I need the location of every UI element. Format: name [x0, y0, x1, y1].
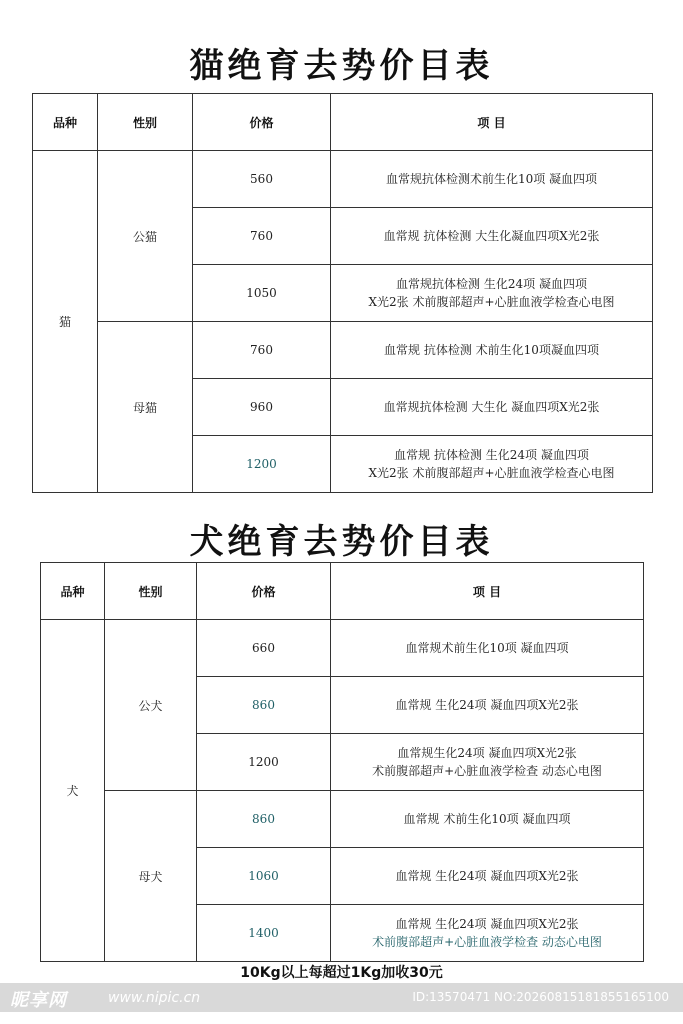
item-line: 血常规 生化24项 凝血四项X光2张 — [395, 869, 579, 883]
items-cell — [331, 208, 653, 265]
table-row — [33, 322, 653, 379]
watermark-id: ID:13570471 NO:20260815181855165100 — [412, 990, 669, 1004]
price-cell: 1060 — [197, 848, 331, 905]
items-cell — [331, 905, 644, 962]
items-cell — [331, 677, 644, 734]
item-line: 术前腹部超声+心脏血液学检查 动态心电图 — [372, 935, 602, 949]
items-cell — [331, 265, 653, 322]
item-line: 血常规抗体检测术前生化10项 凝血四项 — [385, 172, 598, 186]
price-cell: 960 — [193, 379, 331, 436]
header-items: 项 目 — [331, 563, 644, 620]
gender-cell: 母犬 — [105, 791, 197, 962]
item-line: 血常规 抗体检测 术前生化10项凝血四项 — [384, 343, 599, 357]
table-row — [41, 620, 644, 677]
watermark-url: www.nipic.cn — [108, 990, 201, 1006]
cat-price-title: 猫绝育去势价目表 — [189, 46, 494, 86]
breed-cell: 猫 — [33, 151, 98, 493]
gender-cell: 公犬 — [105, 620, 197, 791]
item-line: 血常规抗体检测 大生化 凝血四项X光2张 — [383, 400, 600, 414]
item-line: X光2张 术前腹部超声+心脏血液学检查心电图 — [368, 295, 615, 309]
header-items: 项 目 — [331, 94, 653, 151]
gender-cell: 公猫 — [98, 151, 193, 322]
price-cell: 1200 — [197, 734, 331, 791]
price-cell: 760 — [193, 322, 331, 379]
items-cell — [331, 791, 644, 848]
item-line: 血常规生化24项 凝血四项X光2张 — [397, 746, 577, 760]
items-cell — [331, 436, 653, 493]
item-line: 术前腹部超声+心脏血液学检查 动态心电图 — [372, 764, 602, 778]
header-breed: 品种 — [41, 563, 105, 620]
cat-price-table — [32, 93, 653, 493]
breed-cell: 犬 — [41, 620, 105, 962]
item-line: 血常规术前生化10项 凝血四项 — [405, 641, 569, 655]
items-cell — [331, 379, 653, 436]
price-cell: 1050 — [193, 265, 331, 322]
item-line: 血常规抗体检测 生化24项 凝血四项 — [396, 277, 587, 291]
dog-price-table — [40, 562, 644, 962]
price-cell: 860 — [197, 677, 331, 734]
header-gender: 性别 — [105, 563, 197, 620]
table-header-row — [33, 94, 653, 151]
item-line: 血常规 生化24项 凝血四项X光2张 — [395, 698, 579, 712]
item-line: 血常规 抗体检测 大生化凝血四项X光2张 — [383, 229, 600, 243]
item-line: 血常规 术前生化10项 凝血四项 — [403, 812, 571, 826]
header-breed: 品种 — [33, 94, 98, 151]
dog-price-title: 犬绝育去势价目表 — [189, 522, 494, 562]
items-cell — [331, 620, 644, 677]
items-cell — [331, 734, 644, 791]
gender-cell: 母猫 — [98, 322, 193, 493]
price-cell: 760 — [193, 208, 331, 265]
watermark-bar — [0, 983, 683, 1012]
table-row — [41, 791, 644, 848]
price-cell: 1200 — [193, 436, 331, 493]
items-cell — [331, 151, 653, 208]
header-gender: 性别 — [98, 94, 193, 151]
price-cell: 560 — [193, 151, 331, 208]
item-line: 血常规 生化24项 凝血四项X光2张 — [395, 917, 579, 931]
weight-surcharge-note: 10Kg以上每超过1Kg加收30元 — [240, 965, 443, 981]
header-price: 价格 — [193, 94, 331, 151]
items-cell — [331, 848, 644, 905]
price-cell: 860 — [197, 791, 331, 848]
item-line: X光2张 术前腹部超声+心脏血液学检查心电图 — [368, 466, 615, 480]
item-line: 血常规 抗体检测 生化24项 凝血四项 — [394, 448, 589, 462]
table-header-row — [41, 563, 644, 620]
items-cell — [331, 322, 653, 379]
price-cell: 660 — [197, 620, 331, 677]
price-cell: 1400 — [197, 905, 331, 962]
watermark-logo: 昵享网 — [10, 990, 67, 1011]
header-price: 价格 — [197, 563, 331, 620]
table-row — [33, 151, 653, 208]
